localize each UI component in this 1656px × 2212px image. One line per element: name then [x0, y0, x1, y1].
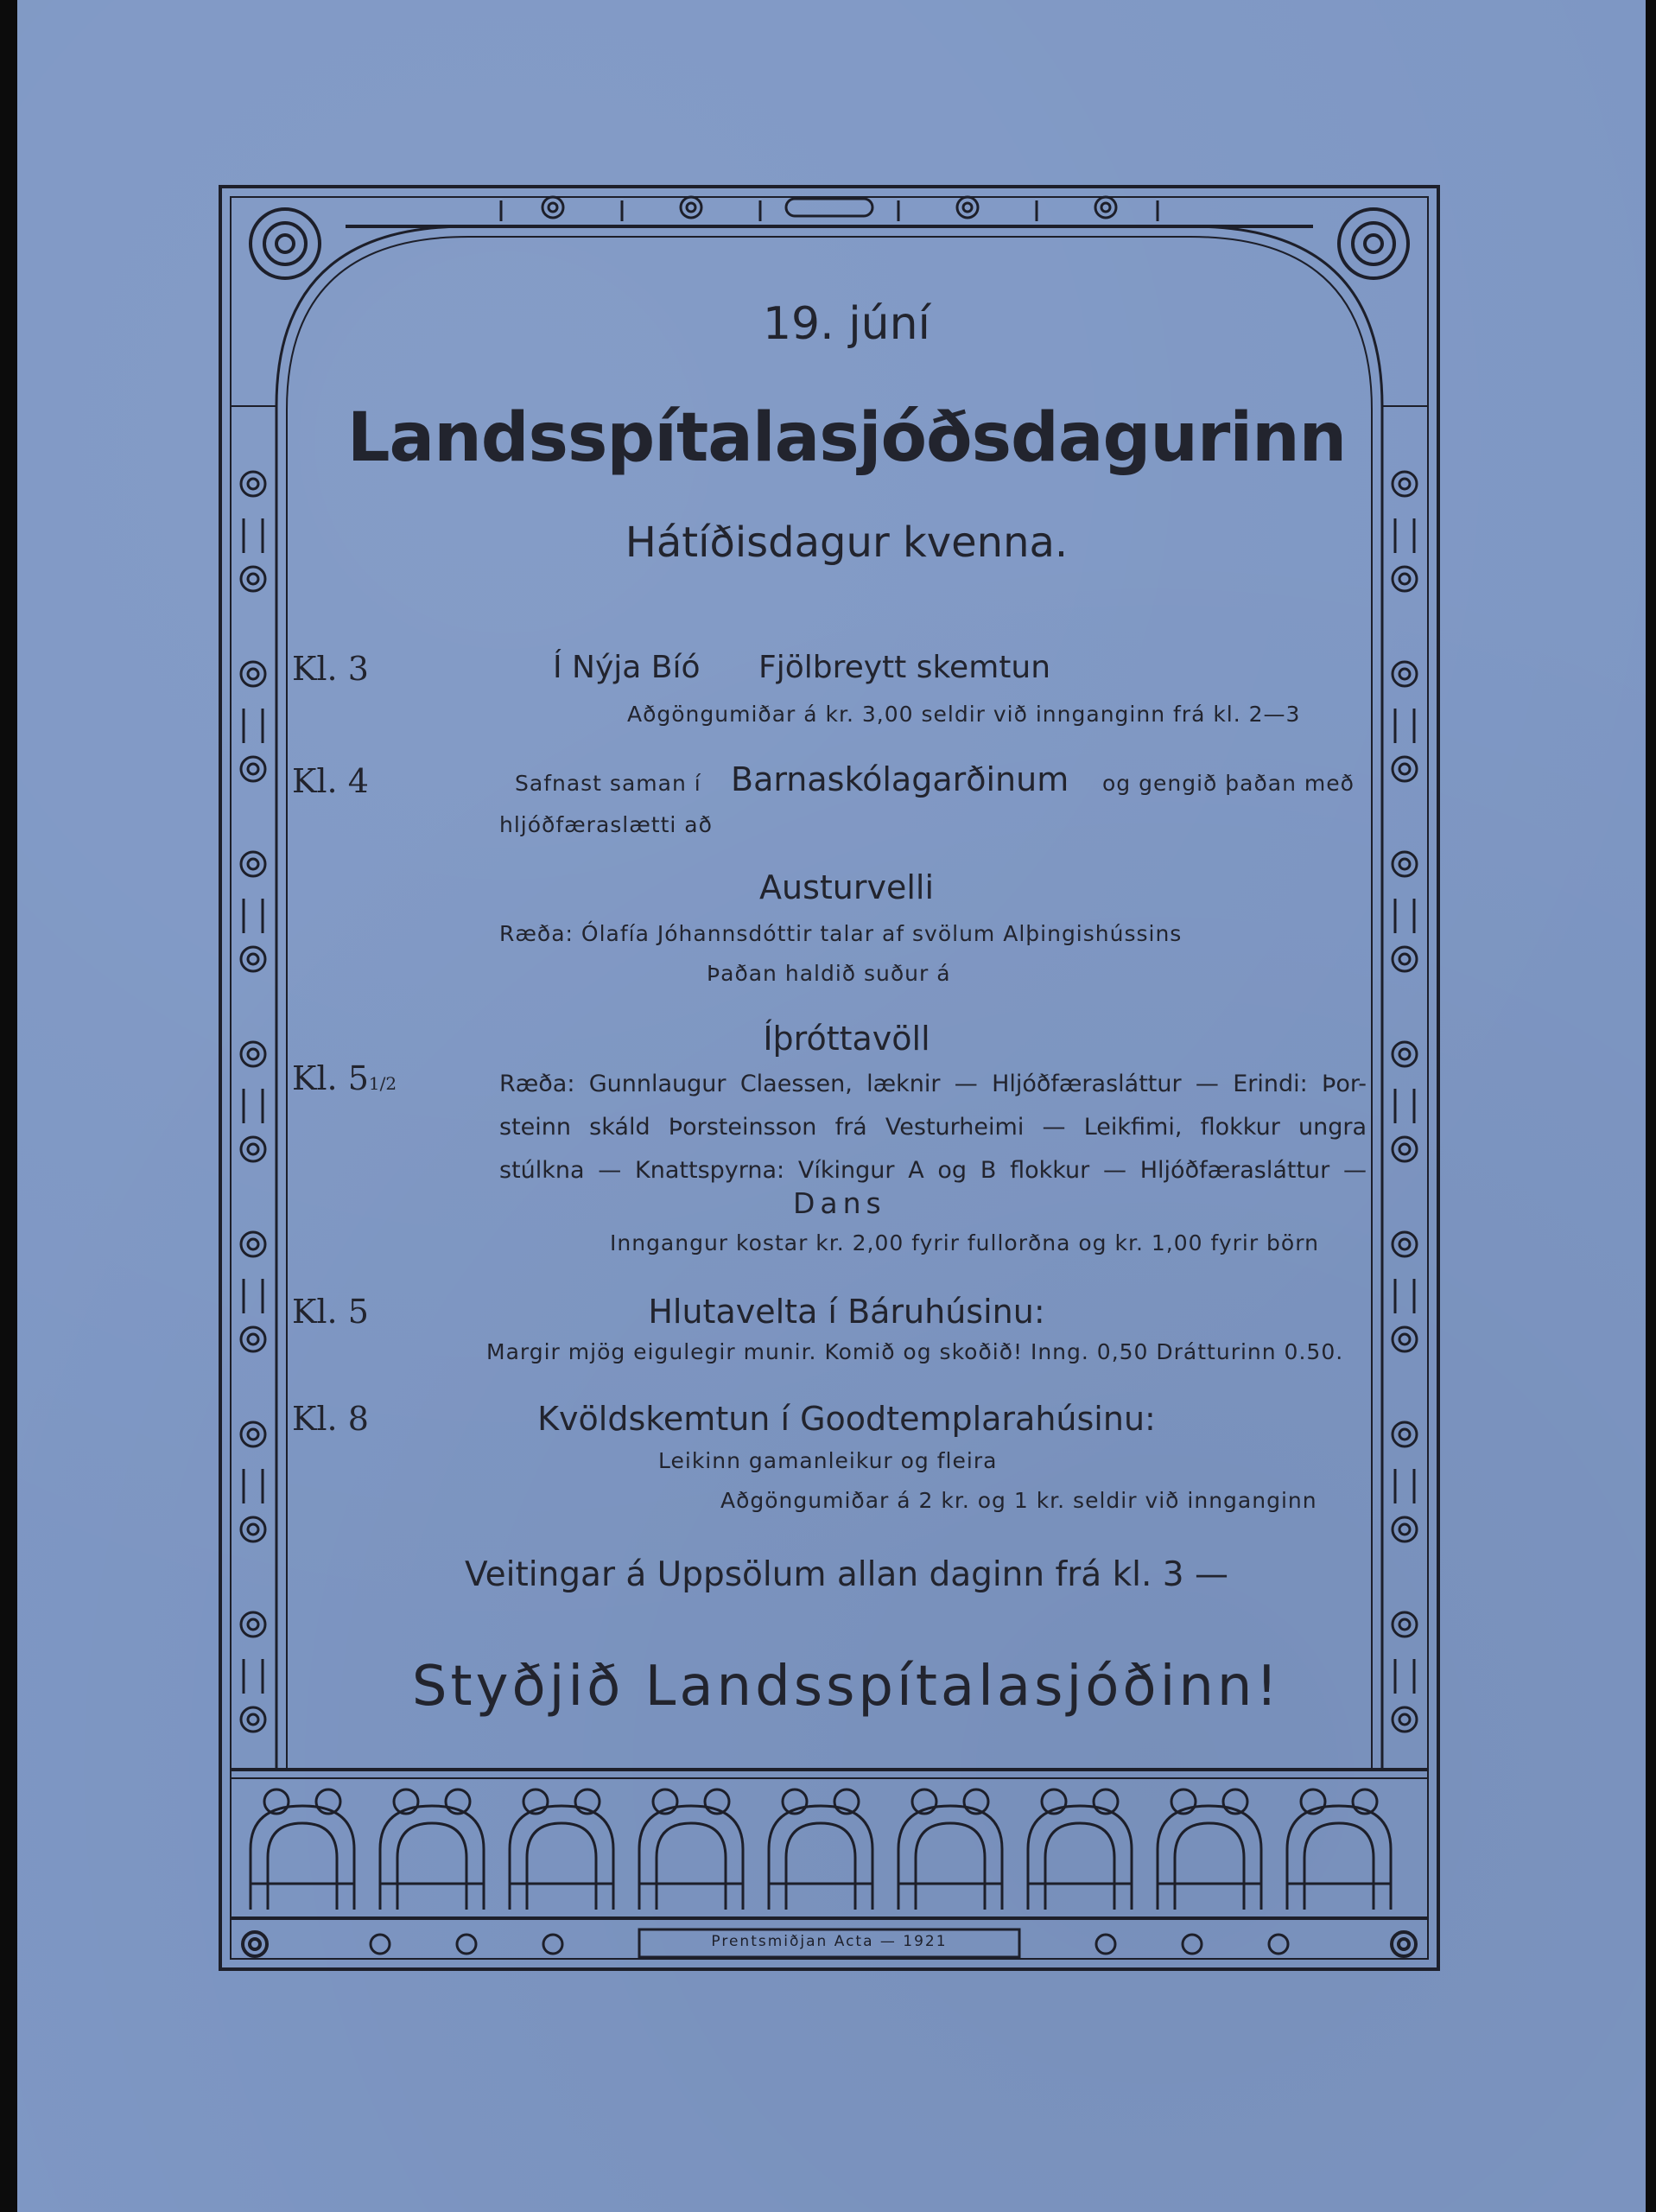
- ithrottavollur-heading: Íþróttavöll: [763, 1020, 930, 1058]
- kl4-place: Barnaskólagarðinum: [731, 760, 1069, 798]
- kl5half-price: Inngangur kostar kr. 2,00 fyrir fullorðna og kr. 1,00 fyrir börn: [610, 1230, 1319, 1255]
- kl3-note: Aðgöngumiðar á kr. 3,00 seldir við innganginn frá kl. 2—3: [627, 702, 1301, 727]
- kl8-event: Kvöldskemtun í Goodtemplarahúsinu:: [537, 1400, 1156, 1438]
- time-kl5half-main: Kl. 5: [292, 1059, 369, 1097]
- program-line: stúlkna — Knattspyrna: Víkingur A og B flokkur — Hljóðfærasláttur —: [499, 1157, 1367, 1184]
- kl4-line2: hljóðfæraslætti að: [499, 812, 713, 837]
- kl8-note2: Aðgöngumiðar á 2 kr. og 1 kr. seldir við innganginn: [720, 1488, 1317, 1513]
- printer-credit: Prentsmiðjan Acta — 1921: [711, 1933, 948, 1950]
- time-kl5: Kl. 5: [292, 1293, 369, 1331]
- page-title: Landsspítalasjóðsdagurinn: [346, 399, 1347, 477]
- program-line: Ræða: Gunnlaugur Claessen, læknir — Hljóðfærasláttur — Erindi: Þor-: [499, 1071, 1367, 1097]
- program-line: steinn skáld Þorsteinsson frá Vesturheimi — Leikfimi, flokkur ungra: [499, 1114, 1367, 1141]
- poster-paper: [17, 0, 1646, 2212]
- slogan: Styðjið Landsspítalasjóðinn!: [411, 1655, 1282, 1719]
- kl5half-program: [499, 1063, 1367, 1192]
- time-kl5half: [292, 1059, 397, 1097]
- dance-label: Dans: [793, 1186, 886, 1220]
- kl3-place: Í Nýja Bíó: [553, 650, 701, 685]
- kl5-note: Margir mjög eigulegir munir. Komið og skoðið! Inng. 0,50 Drátturinn 0.50.: [486, 1339, 1344, 1364]
- time-kl4: Kl. 4: [292, 762, 369, 800]
- kl8-note1: Leikinn gamanleikur og fleira: [658, 1448, 998, 1473]
- kl4-then: Þaðan haldið suður á: [707, 961, 951, 986]
- subtitle: Hátíðisdagur kvenna.: [625, 518, 1069, 567]
- time-kl5half-fraction: 1/2: [368, 1073, 397, 1094]
- kl3-event: Fjölbreytt skemtun: [758, 650, 1051, 685]
- refreshments: Veitingar á Uppsölum allan daginn frá kl. 3 —: [464, 1555, 1229, 1594]
- kl4-speech: Ræða: Ólafía Jóhannsdóttir talar af svölum Alþingishússins: [499, 921, 1183, 946]
- kl4-post: og gengið þaðan með: [1102, 771, 1355, 796]
- date: 19. júní: [762, 298, 931, 350]
- kl4-pre: Safnast saman í: [515, 771, 701, 796]
- time-kl8: Kl. 8: [292, 1400, 369, 1438]
- austurvelli-heading: Austurvelli: [758, 868, 935, 906]
- kl5-event: Hlutavelta í Báruhúsinu:: [648, 1293, 1045, 1331]
- time-kl3: Kl. 3: [292, 650, 369, 688]
